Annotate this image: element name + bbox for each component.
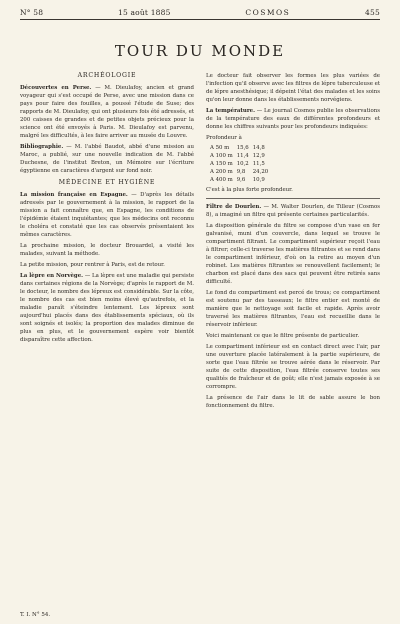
paragraph-text: — La lèpre est une maladie qui persiste dans certaines régions de la Norvège; d'après le rapport de M. le docteur, le nombre des lépreux est considérable. Sur la côte, le nombre des cas est bien moins élevé qu'autrefois, et la maladie paraît s'éteindre lentement. Les lépreux sont aujourd'hui placés dans des établissements spéciaux, où ils sont soignés et isolés; la proportion des malades diminue de plus en plus, et le gouvernement espère voir bientôt disparaître cette affection. <box>20 273 195 343</box>
run-in-heading: La mission française en Espagne. <box>20 192 128 198</box>
temperature-cell: 10,2 <box>236 161 249 167</box>
divider <box>206 198 380 199</box>
magazine-name: COSMOS <box>245 8 291 17</box>
page-header <box>20 8 380 20</box>
left-column <box>20 72 194 413</box>
temperature-label: Profondeur à <box>206 135 242 141</box>
run-in-heading: Bibliographie. <box>20 144 64 150</box>
temperature-cell: A 200 m <box>210 169 233 175</box>
temperature-cell: 11,4 <box>236 153 249 159</box>
temperature-cell: A 100 m <box>210 153 233 159</box>
paragraph: C'est à la plus forte profondeur. <box>206 187 293 193</box>
paragraph-text: — M. l'abbé Baudot, abbé d'une mission au Maroc, a publié, sur une nouvelle indication de M. l'abbé Duchesne, de l'institut Breton, un Mémoire sur l'écriture égyptienne en caractères d'argent sur fond noir. <box>20 144 194 174</box>
paragraph: Le compartiment inférieur est en contact direct avec l'air, par une ouverture placée latéralement à la partie supérieure, de sorte que l'eau filtrée se trouve aérée dans le réservoir. Par suite de cette disposition, l'eau filtrée conserve toutes ses qualités de fraîcheur et de goût; elle n'est jamais exposée à se corrompre. <box>206 344 380 390</box>
section-heading-archeologie: ARCHÉOLOGIE <box>77 72 137 79</box>
section-heading-medecine: MÉDECINE ET HYGIÈNE <box>58 179 156 186</box>
temperature-cell: 9,8 <box>236 169 246 175</box>
run-in-heading: La lèpre en Norvège. <box>20 273 84 279</box>
paragraph <box>20 143 194 175</box>
paragraph <box>20 84 194 140</box>
paragraph-text: — D'après les détails adressés par le gouvernement à la mission, le rapport de la mission a fait connaître que, en Espagne, les conditions de l'épidémie étaient inquiétantes; que les médecins ont reconnu le choléra et constaté que les cas observés présentaient les mêmes caractères. <box>20 192 194 238</box>
temperature-cell: 9,6 <box>236 177 246 183</box>
right-column <box>206 72 380 413</box>
temperature-cell: 12,9 <box>252 153 265 159</box>
temperature-cell: 11,5 <box>252 161 265 167</box>
run-in-heading: Découvertes en Perse. <box>20 85 92 91</box>
paragraph-text: — M. Walter Dourlen, de Tilleur (Cosmos 8), a imaginé un filtre qui présente certaines particularités. <box>206 204 380 218</box>
paragraph-text: — M. Dieulafoy, ancien et grand voyageur qui s'est occupé de Perse, avec une mission dans ce pays pour faire des fouilles, a poussé l'étude de Suse; des rapports de M. Dieulafoy, qui ont plusieurs fois été adressés, et 200 caisses de grandes et de petites objets précieux pour la science ont été envoyés à Paris. M. Dieulafoy est parvenu, malgré les difficultés, à les faire arriver au musée du Louvre. <box>20 85 194 139</box>
temperature-cell: 14,8 <box>252 145 265 151</box>
paragraph: Le docteur fait observer les formes les plus variées de l'infection qu'il observe avec les filtres de lépre tuberculeuse et de lépre anesthésique; il dépeint l'état des malades et les soins qu'on leur donne dans les établissements norvégiens. <box>206 73 380 103</box>
page-title: TOUR DU MONDE <box>114 42 286 60</box>
footer-note: T. I. N° 54. <box>20 612 51 618</box>
paragraph <box>206 107 380 131</box>
temperature-cell: 24,20 <box>252 169 269 175</box>
paragraph: La prochaine mission, le docteur Brouardel, a visité les malades, suivant la méthode. <box>20 243 194 257</box>
issue-number: N° 58 <box>20 8 44 17</box>
paragraph <box>20 272 194 344</box>
temperature-table <box>210 144 272 184</box>
paragraph: Le fond du compartiment est percé de trous; ce compartiment est soutenu par des tasseaux; le filtre entier est monté de manière que le nettoyage soit facile et rapide. Après avoir traversé les matières filtrantes, l'eau est recueillie dans le réservoir inférieur. <box>206 290 380 328</box>
paragraph: La présence de l'air dans le lit de sable assure le bon fonctionnement du filtre. <box>206 395 380 409</box>
run-in-heading: Filtre de Dourlen. <box>206 204 262 210</box>
temperature-cell: A 50 m <box>210 145 230 151</box>
temperature-cell: A 400 m <box>210 177 233 183</box>
temperature-cell: 10,9 <box>252 177 265 183</box>
paragraph <box>206 203 380 219</box>
paragraph <box>20 191 194 239</box>
issue-date: 15 août 1885 <box>117 8 171 17</box>
paragraph-text: — Le journal Cosmos publie les observations de la température des eaux de différentes profondeurs et donne les chiffres suivants pour les profondeurs indiquées: <box>206 108 380 130</box>
temperature-row <box>210 160 272 168</box>
temperature-row <box>210 168 272 176</box>
run-in-heading: La température. <box>206 108 255 114</box>
paragraph: La petite mission, pour rentrer à Paris, est de retour. <box>20 262 165 268</box>
temperature-cell: 15,6 <box>236 145 249 151</box>
paragraph: La disposition générale du filtre se compose d'un vase en fer galvanisé, muni d'un couvercle, dans lequel se trouve le compartiment filtrant. Le compartiment supérieur reçoit l'eau à filtrer; celle-ci traverse les matières filtrantes et se rend dans le compartiment inférieur, d'où on la retire au moyen d'un robinet. Les matières filtrantes se renouvellent facilement; le charbon est placé dans des sacs qui peuvent être retirés sans difficulté. <box>206 223 380 285</box>
temperature-row <box>210 144 272 152</box>
paragraph: Voici maintenant ce que le filtre présente de particulier. <box>206 333 360 339</box>
temperature-row <box>210 176 272 184</box>
temperature-cell: A 150 m <box>210 161 233 167</box>
page-number: 455 <box>365 8 380 17</box>
article-columns <box>20 72 380 413</box>
temperature-row <box>210 152 272 160</box>
